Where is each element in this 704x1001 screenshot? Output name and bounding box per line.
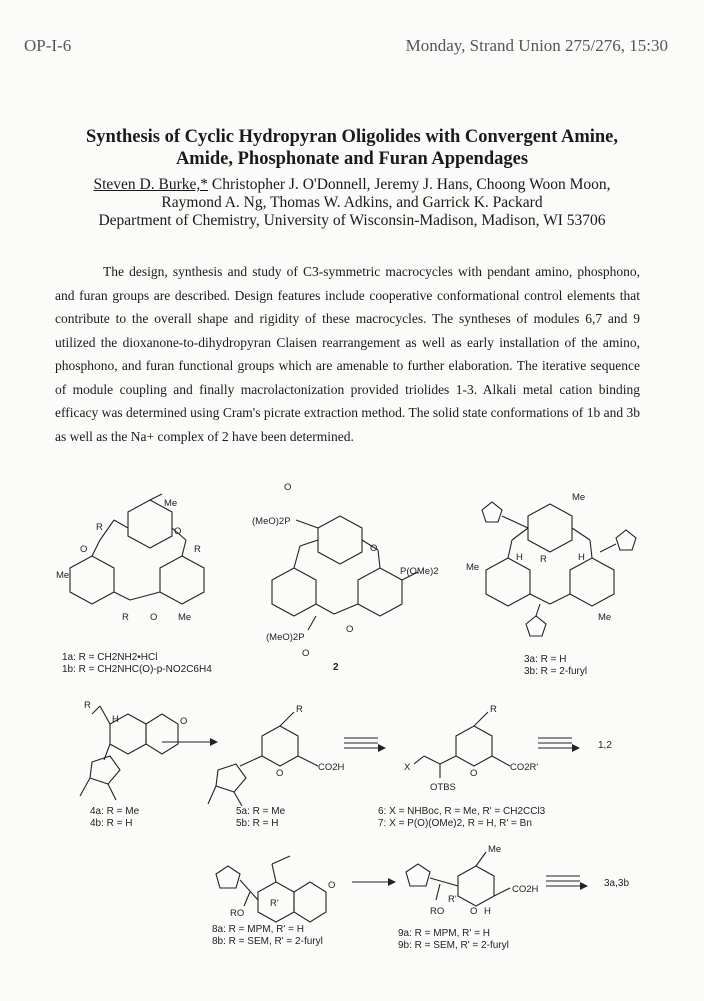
atom-label: O bbox=[174, 526, 182, 537]
lead-author: Steven D. Burke,* bbox=[93, 176, 208, 193]
caption-line: 6: X = NHBoc, R = Me, R' = CH2CCl3 bbox=[378, 806, 546, 817]
structure-3 bbox=[466, 492, 636, 636]
atom-label: H bbox=[578, 552, 585, 563]
atom-label: RO bbox=[230, 908, 245, 919]
abstract-text: The design, synthesis and study of C3-symmetric macrocycles with pendant amino, phosphono, and furan groups are described. Design features include cooperative conformational control elements that contribute to the overall shape and rigidity of these macrocycles. The syntheses of modules 6,7 and 9 utilized the dioxanone-to-dihydropyran Claisen rearrangement as well as early installation of the amino, phosphono, and furan functional groups which are amenable to further elaboration. The iterative sequence of module coupling and finally macrolactonization provided triolides 1-3. Alkali metal cation binding efficacy was determined using Cram's picrate extraction method. The solid state conformations of 1b and 3b as well as the Na+ complex of 2 have been determined. bbox=[55, 264, 640, 444]
caption-line: 8a: R = MPM, R' = H bbox=[212, 924, 304, 935]
atom-label: H bbox=[516, 552, 523, 563]
products-3a-3b: 3a,3b bbox=[604, 878, 630, 889]
session-code: OP-I-6 bbox=[24, 36, 72, 55]
atom-label: R bbox=[490, 704, 497, 715]
session-info: Monday, Strand Union 275/276, 15:30 bbox=[405, 36, 668, 55]
atom-label: (MeO)2P bbox=[252, 516, 291, 527]
caption-compound-8 bbox=[212, 924, 323, 948]
caption-line: 4a: R = Me bbox=[90, 806, 140, 817]
atom-label: O bbox=[180, 716, 188, 727]
structure-9 bbox=[406, 844, 539, 917]
atom-label: R' bbox=[270, 898, 279, 909]
arrow-8-to-9 bbox=[352, 878, 396, 886]
structure-2 bbox=[252, 482, 439, 659]
caption-line: 9b: R = SEM, R' = 2-furyl bbox=[398, 940, 509, 951]
atom-label: R bbox=[96, 522, 103, 533]
atom-label: Me bbox=[598, 612, 612, 623]
atom-label: Me bbox=[488, 844, 502, 855]
atom-label: H bbox=[112, 714, 119, 725]
caption-compound-9 bbox=[398, 928, 509, 952]
caption-line: 5a: R = Me bbox=[236, 806, 286, 817]
caption-compound-2: 2 bbox=[333, 662, 339, 673]
atom-label: O bbox=[150, 612, 158, 623]
author-line-2: Raymond A. Ng, Thomas W. Adkins, and Garrick K. Packard bbox=[161, 194, 543, 211]
atom-label: O bbox=[284, 482, 292, 493]
atom-label: (MeO)2P bbox=[266, 632, 305, 643]
author-block bbox=[40, 176, 664, 230]
atom-label: CO2R' bbox=[510, 762, 539, 773]
coauthors-1: Christopher J. O'Donnell, Jeremy J. Hans, Choong Woon Moon, bbox=[208, 176, 611, 193]
caption-line: 3a: R = H bbox=[524, 654, 567, 665]
atom-label: CO2H bbox=[318, 762, 345, 773]
caption-compound-4 bbox=[90, 806, 139, 830]
arrow-4-to-5 bbox=[162, 738, 218, 746]
atom-label: O bbox=[346, 624, 354, 635]
caption-line: 3b: R = 2-furyl bbox=[524, 666, 588, 677]
atom-label: Me bbox=[178, 612, 192, 623]
caption-compound-3 bbox=[524, 654, 587, 678]
caption-line: 1a: R = CH2NH2•HCl bbox=[62, 652, 158, 663]
atom-label: R bbox=[194, 544, 201, 555]
atom-label: RO bbox=[430, 906, 445, 917]
arrow-6-to-12 bbox=[538, 738, 580, 752]
atom-label: O bbox=[80, 544, 88, 555]
affiliation: Department of Chemistry, University of Wisconsin-Madison, Madison, WI 53706 bbox=[98, 212, 606, 229]
atom-label: Me bbox=[56, 570, 70, 581]
title-line-2: Amide, Phosphonate and Furan Appendages bbox=[175, 149, 529, 169]
structure-4 bbox=[80, 700, 187, 800]
atom-label: O bbox=[276, 768, 284, 779]
title-line-1: Synthesis of Cyclic Hydropyran Oligolides with Convergent Amine, bbox=[85, 127, 619, 147]
caption-line: 8b: R = SEM, R' = 2-furyl bbox=[212, 936, 323, 947]
atom-label: P(OMe)2 bbox=[400, 566, 439, 577]
caption-line: 5b: R = H bbox=[236, 818, 279, 829]
caption-compounds-6-7 bbox=[378, 806, 545, 830]
atom-label: R bbox=[296, 704, 303, 715]
atom-label: O bbox=[328, 880, 336, 891]
atom-label: R bbox=[540, 554, 547, 565]
structure-1 bbox=[56, 494, 204, 623]
atom-label: R bbox=[122, 612, 129, 623]
atom-label: O bbox=[470, 906, 478, 917]
caption-line: 9a: R = MPM, R' = H bbox=[398, 928, 490, 939]
atom-label: H bbox=[484, 906, 491, 917]
arrow-5-to-6 bbox=[344, 738, 386, 752]
author-line-1 bbox=[40, 176, 664, 194]
paper-title bbox=[40, 126, 664, 170]
caption-line: 7: X = P(O)(OMe)2, R = H, R' = Bn bbox=[378, 818, 532, 829]
caption-compound-5 bbox=[236, 806, 285, 830]
structure-6-7 bbox=[404, 704, 538, 793]
structure-5 bbox=[208, 704, 345, 806]
atom-label: Me bbox=[572, 492, 586, 503]
atom-label: Me bbox=[466, 562, 480, 573]
structure-8 bbox=[216, 856, 335, 922]
atom-label: R' bbox=[448, 894, 457, 905]
atom-label: O bbox=[370, 543, 378, 554]
arrow-9-to-3 bbox=[546, 876, 588, 890]
products-1-2: 1,2 bbox=[598, 740, 612, 751]
atom-label: CO2H bbox=[512, 884, 539, 895]
caption-line: 1b: R = CH2NHC(O)-p-NO2C6H4 bbox=[62, 664, 212, 675]
abstract bbox=[55, 260, 640, 448]
caption-line: 4b: R = H bbox=[90, 818, 133, 829]
atom-label: O bbox=[302, 648, 310, 659]
atom-label: O bbox=[470, 768, 478, 779]
atom-label: X bbox=[404, 762, 411, 773]
atom-label: Me bbox=[164, 498, 178, 509]
atom-label: R bbox=[84, 700, 91, 711]
caption-compound-1 bbox=[62, 652, 212, 676]
atom-label: OTBS bbox=[430, 782, 456, 793]
